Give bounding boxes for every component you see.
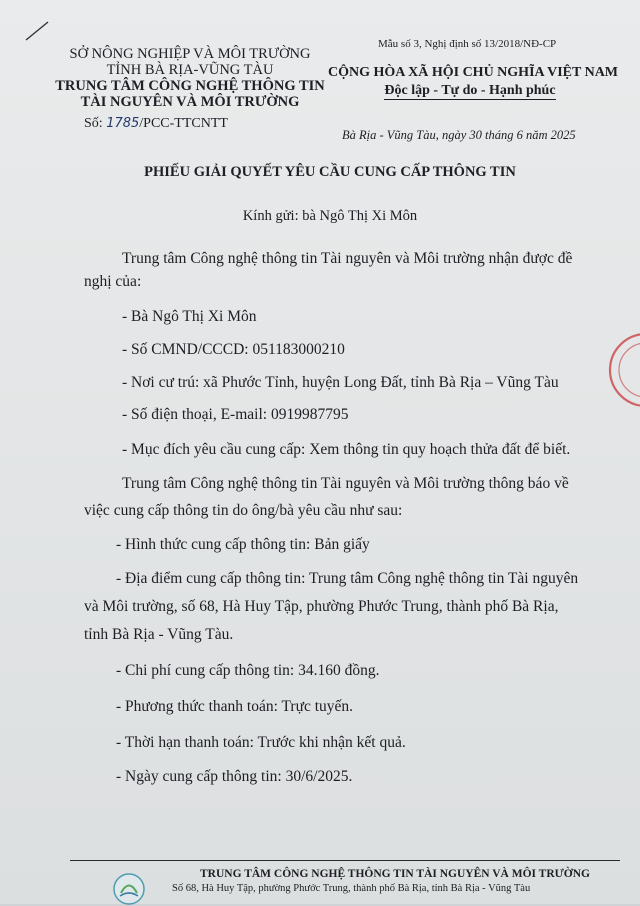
delivery-cost: - Chi phí cung cấp thông tin: 34.160 đồng. xyxy=(116,662,380,679)
notice-line-1: Trung tâm Công nghệ thông tin Tài nguyên và Môi trường thông báo về xyxy=(122,475,569,492)
payment-method: - Phương thức thanh toán: Trực tuyến. xyxy=(116,698,354,715)
agency-line-1: SỞ NÔNG NGHIỆP VÀ MÔI TRƯỜNG xyxy=(69,46,311,62)
requester-residence: - Nơi cư trú: xã Phước Tỉnh, huyện Long Đất, tỉnh Bà Rịa – Vũng Tàu xyxy=(122,374,559,391)
delivery-place-line-3: tỉnh Bà Rịa - Vũng Tàu. xyxy=(84,626,234,643)
document-number xyxy=(84,116,228,132)
notice-line-2: việc cung cấp thông tin do ông/bà yêu cầu như sau: xyxy=(84,502,403,519)
issue-date-line: Bà Rịa - Vũng Tàu, ngày 30 tháng 6 năm 2025 xyxy=(342,128,576,142)
requester-name: - Bà Ngô Thị Xi Môn xyxy=(122,308,257,325)
delivery-date: - Ngày cung cấp thông tin: 30/6/2025. xyxy=(116,768,353,785)
intro-line-2: nghị của: xyxy=(84,273,142,290)
payment-deadline: - Thời hạn thanh toán: Trước khi nhận kết quả. xyxy=(116,734,406,751)
doc-number-handwritten: 1785 xyxy=(106,116,140,131)
requester-contact: - Số điện thoại, E-mail: 0919987795 xyxy=(122,406,349,423)
agency-line-3: TRUNG TÂM CÔNG NGHỆ THÔNG TIN xyxy=(55,78,325,94)
delivery-place-line-1: - Địa điểm cung cấp thông tin: Trung tâm Công nghệ thông tin Tài nguyên xyxy=(116,570,579,587)
red-seal-stamp xyxy=(606,330,640,410)
doc-number-suffix: /PCC-TTCNTT xyxy=(139,116,228,131)
motto-text: Độc lập - Tự do - Hạnh phúc xyxy=(384,83,556,98)
footer-org-name: TRUNG TÂM CÔNG NGHỆ THÔNG TIN TÀI NGUYÊN VÀ MÔI TRƯỜNG xyxy=(200,868,590,880)
doc-number-label: Số: xyxy=(84,116,103,131)
requester-id: - Số CMND/CCCD: 051183000210 xyxy=(122,341,345,358)
agency-line-2: TỈNH BÀ RỊA-VŨNG TÀU xyxy=(106,62,274,78)
request-purpose: - Mục đích yêu cầu cung cấp: Xem thông tin quy hoạch thửa đất để biết. xyxy=(122,441,571,458)
footer-rule xyxy=(70,860,620,861)
pen-stroke-mark xyxy=(22,18,52,44)
national-name: CỘNG HÒA XÃ HỘI CHỦ NGHĨA VIỆT NAM xyxy=(328,65,619,80)
agency-logo-icon xyxy=(112,872,146,906)
issuing-agency-block xyxy=(40,46,340,110)
greeting: Kính gửi: bà Ngô Thị Xi Môn xyxy=(242,208,418,224)
national-motto xyxy=(328,82,612,100)
document-title: PHIẾU GIẢI QUYẾT YÊU CẦU CUNG CẤP THÔNG TIN xyxy=(144,164,516,180)
form-number: Mẫu số 3, Nghị định số 13/2018/NĐ-CP xyxy=(378,38,557,50)
delivery-form: - Hình thức cung cấp thông tin: Bản giấy xyxy=(116,536,370,553)
agency-line-4: TÀI NGUYÊN VÀ MÔI TRƯỜNG xyxy=(80,94,300,110)
footer-address: Số 68, Hà Huy Tập, phường Phước Trung, thành phố Bà Rịa, tỉnh Bà Rịa - Vũng Tàu xyxy=(172,883,531,894)
delivery-place-line-2: và Môi trường, số 68, Hà Huy Tập, phường Phước Trung, thành phố Bà Rịa, xyxy=(84,598,559,615)
intro-line-1: Trung tâm Công nghệ thông tin Tài nguyên và Môi trường nhận được đề xyxy=(122,250,573,267)
